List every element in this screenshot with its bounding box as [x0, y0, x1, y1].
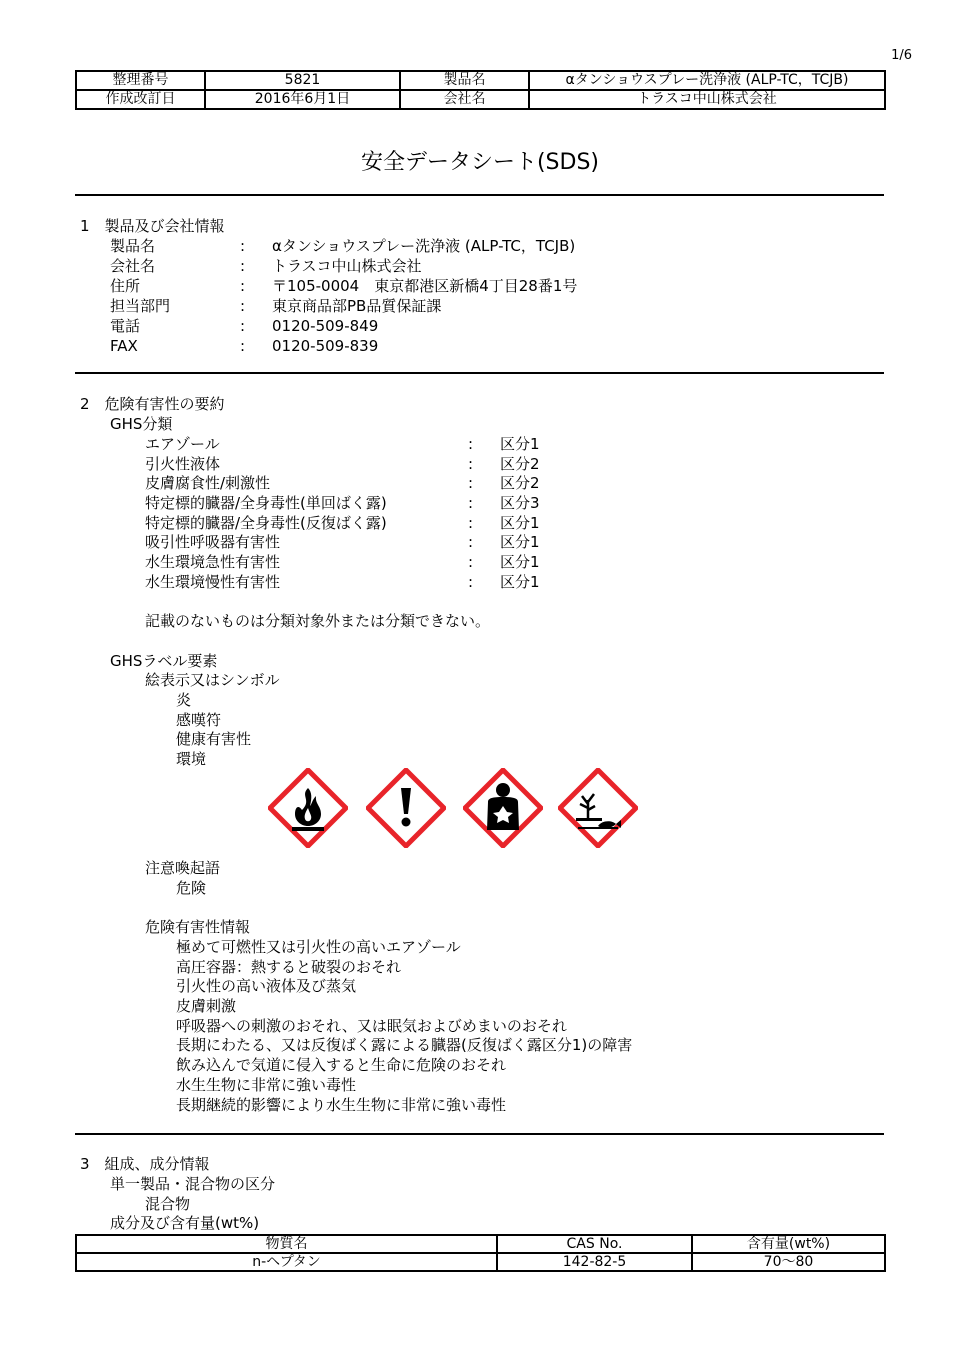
hazard-statement: 極めて可燃性又は引火性の高いエアゾール [176, 938, 461, 956]
symbol-heading: 絵表示又はシンボル [145, 671, 280, 689]
hazard-statement: 飲み込んで気道に侵入すると生命に危険のおそれ [176, 1056, 507, 1074]
ghs-class-value: 区分1 [500, 514, 540, 532]
colon: : [240, 317, 246, 335]
hazard-statement: 高圧容器：熱すると破裂のおそれ [176, 958, 402, 976]
divider [75, 194, 884, 196]
colon: : [468, 435, 474, 453]
table-row [76, 1253, 885, 1271]
ghs-class-value: 区分1 [500, 435, 540, 453]
section2-heading: 2 危険有害性の要約 [80, 395, 225, 413]
health-hazard-icon [463, 768, 543, 848]
info-value-phone: 0120-509-849 [272, 317, 379, 335]
ghs-class-value: 区分1 [500, 533, 540, 551]
date-value: 2016年6月1日 [205, 90, 400, 109]
colon: : [468, 514, 474, 532]
colon: : [468, 573, 474, 591]
info-value-company: トラスコ中山株式会社 [272, 257, 422, 275]
symbol-item: 環境 [176, 750, 207, 768]
ghs-class-item: 水生環境急性有害性 [145, 553, 281, 571]
ghs-class-item: 特定標的臓器/全身毒性(単回ばく露) [145, 494, 387, 512]
ghs-class-value: 区分1 [500, 573, 540, 591]
product-value: αタンショウスプレー洗浄液 (ALP-TC，TCJB) [529, 71, 885, 90]
info-label-product: 製品名 [110, 237, 156, 255]
composition-table [75, 1234, 886, 1272]
hazard-statement: 長期にわたる、又は反復ばく露による臓器(反復ばく露区分1)の障害 [176, 1036, 633, 1054]
column-header: 含有量(wt%) [692, 1235, 885, 1253]
classification-note: 記載のないものは分類対象外または分類できない。 [145, 612, 491, 630]
table-cell: 142-82-5 [497, 1253, 692, 1271]
info-value-fax: 0120-509-839 [272, 337, 379, 355]
company-value: トラスコ中山株式会社 [529, 90, 885, 109]
table-cell: n-ヘプタン [76, 1253, 497, 1271]
info-label-company: 会社名 [110, 257, 156, 275]
info-label-department: 担当部門 [110, 297, 171, 315]
info-label-phone: 電話 [110, 317, 141, 335]
symbol-item: 健康有害性 [176, 730, 252, 748]
table-cell: 70〜80 [692, 1253, 885, 1271]
ghs-class-value: 区分2 [500, 455, 540, 473]
signal-heading: 注意喚起語 [145, 859, 221, 877]
ghs-class-item: 水生環境慢性有害性 [145, 573, 281, 591]
ghs-class-item: 吸引性呼吸器有害性 [145, 533, 281, 551]
ghs-class-label: GHS分類 [110, 415, 173, 433]
signal-word: 危険 [176, 879, 207, 897]
ghs-class-item: 皮膚腐食性/刺激性 [145, 474, 271, 492]
ghs-class-value: 区分2 [500, 474, 540, 492]
symbol-item: 炎 [176, 691, 192, 709]
hazard-statement: 水生生物に非常に強い毒性 [176, 1076, 357, 1094]
hazard-statement: 引火性の高い液体及び蒸気 [176, 977, 357, 995]
colon: : [468, 455, 474, 473]
hazard-statement: 長期継続的影響により水生生物に非常に強い毒性 [176, 1096, 507, 1114]
table-header-row [76, 1235, 885, 1253]
divider [75, 1133, 884, 1135]
page-title: 安全データシート(SDS) [360, 150, 600, 175]
label-elements-heading: GHSラベル要素 [110, 652, 218, 670]
ghs-class-item: 特定標的臓器/全身毒性(反復ばく露) [145, 514, 387, 532]
header-row [76, 71, 885, 90]
header-row [76, 90, 885, 109]
page-number: 1/6 [891, 48, 912, 63]
hazard-heading: 危険有害性情報 [145, 918, 251, 936]
colon: : [240, 237, 246, 255]
date-label: 作成改訂日 [76, 90, 205, 109]
colon: : [240, 297, 246, 315]
ref-value: 5821 [205, 71, 400, 90]
colon: : [468, 494, 474, 512]
colon: : [468, 474, 474, 492]
symbol-item: 感嘆符 [176, 711, 222, 729]
info-value-address: 〒105-0004 東京都港区新橋4丁目28番1号 [272, 277, 578, 295]
mixture-type-label: 単一製品・混合物の区分 [110, 1175, 276, 1193]
exclamation-icon [366, 768, 446, 848]
colon: : [468, 533, 474, 551]
composition-label: 成分及び含有量(wt%) [110, 1214, 260, 1232]
ghs-class-item: エアゾール [145, 435, 220, 453]
flame-icon [268, 768, 348, 848]
colon: : [240, 257, 246, 275]
info-value-department: 東京商品部PB品質保証課 [272, 297, 442, 315]
column-header: CAS No. [497, 1235, 692, 1253]
header-table [75, 70, 886, 110]
info-value-product: αタンショウスプレー洗浄液 (ALP-TC，TCJB) [272, 237, 576, 255]
product-label: 製品名 [400, 71, 529, 90]
ghs-class-value: 区分3 [500, 494, 540, 512]
mixture-type-value: 混合物 [145, 1195, 191, 1213]
colon: : [240, 337, 246, 355]
divider [75, 372, 884, 374]
info-label-address: 住所 [110, 277, 141, 295]
ghs-class-item: 引火性液体 [145, 455, 221, 473]
section3-heading: 3 組成、成分情報 [80, 1155, 210, 1173]
column-header: 物質名 [76, 1235, 497, 1253]
colon: : [240, 277, 246, 295]
ghs-class-value: 区分1 [500, 553, 540, 571]
section1-heading: 1 製品及び会社情報 [80, 217, 225, 235]
company-label: 会社名 [400, 90, 529, 109]
hazard-statement: 皮膚刺激 [176, 997, 237, 1015]
environment-icon [558, 768, 638, 848]
colon: : [468, 553, 474, 571]
ref-label: 整理番号 [76, 71, 205, 90]
info-label-fax: FAX [110, 337, 138, 355]
hazard-statement: 呼吸器への刺激のおそれ、又は眠気およびめまいのおそれ [176, 1017, 567, 1035]
